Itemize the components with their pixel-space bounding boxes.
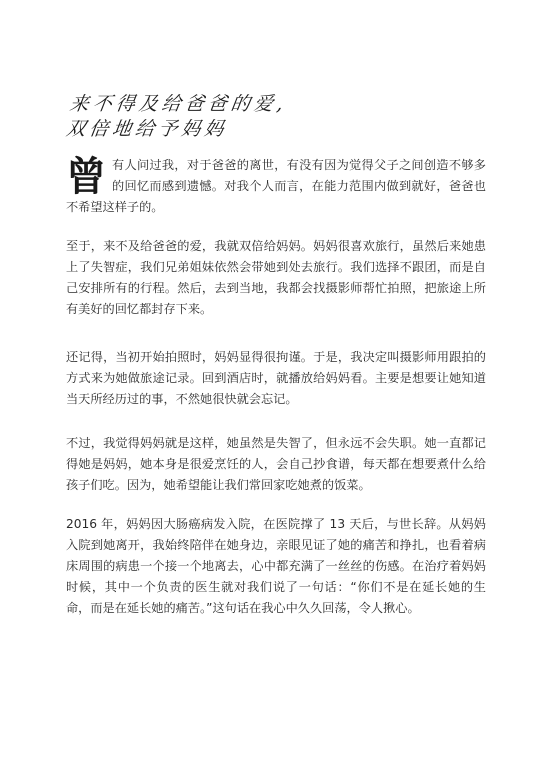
- paragraph-4: 不过，我觉得妈妈就是这样，她虽然是失智了，但永远不会失职。她一直都记得她是妈妈，她本身是很爱烹饪的人，会自己抄食谱，每天都在想要煮什么给孩子们吃。因为，她希望能让我们常回家吃她煮的饭菜。: [66, 436, 486, 492]
- chapter-title: [64, 92, 491, 142]
- paragraph-1-text: 有人问过我，对于爸爸的离世，有没有因为觉得父子之间创造不够多的回忆而感到遗憾。对我个人而言，在能力范围内做到就好，爸爸也不希望这样子的。: [66, 158, 486, 214]
- paragraph-1: [66, 155, 486, 218]
- paragraph-5: 2016 年，妈妈因大肠癌病发入院，在医院撑了 13 天后，与世长辞。从妈妈入院到她离开，我始终陪伴在她身边，亲眼见证了她的痛苦和挣扎，也看着病床周围的病患一个接一个地离去，心中都充满了一丝丝的伤感。在治疗着妈妈时候，其中一个负责的医生就对我们说了一句话：“你们不是在延长她的生命，而是在延长她的痛苦。”这句话在我心中久久回荡，令人揪心。: [66, 517, 486, 615]
- paragraph-3: 还记得，当初开始拍照时，妈妈显得很拘谨。于是，我决定叫摄影师用跟拍的方式来为她做旅途记录。回到酒店时，就播放给妈妈看。主要是想要让她知道当天所经历过的事，不然她很快就会忘记。: [66, 350, 486, 406]
- title-line-1: 来不得及给爸爸的爱,: [68, 93, 289, 115]
- drop-cap: 曾: [66, 153, 106, 200]
- title-line-2: 双倍地给予妈妈: [64, 118, 229, 140]
- paragraph-2: 至于，来不及给爸爸的爱，我就双倍给妈妈。妈妈很喜欢旅行，虽然后来她患上了失智症，我们兄弟姐妹依然会带她到处去旅行。我们选择不跟团，而是自己安排所有的行程。然后，去到当地，我都会找摄影师帮忙拍照，把旅途上所有美好的回忆都封存下来。: [66, 239, 486, 316]
